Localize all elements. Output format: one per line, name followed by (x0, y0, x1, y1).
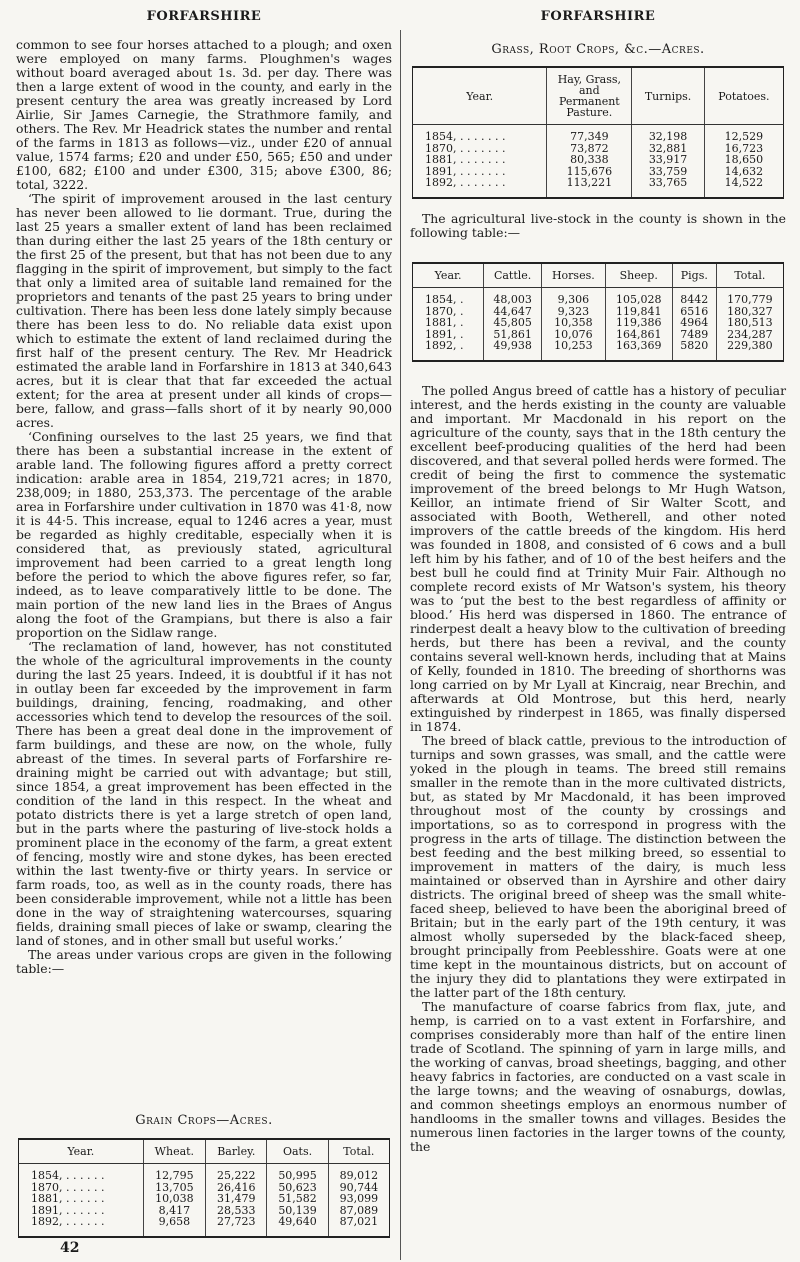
livestock-section (412, 262, 784, 362)
table-cell: 4964 (672, 317, 716, 329)
paragraph: The polled Angus breed of cattle has a history of peculiar interest, and the herds existing in the county are valuable and important. Mr Macdonald in his report on the agriculture of the county, says that in the 18th century the excellent beef-producing qualities of the herd had been discovered, and that several polled herds were formed. The credit of being the first to commence the systematic improvement of the breed belongs to Mr Hugh Watson, Keillor, an intimate friend of Sir Walter Scott, and associated with Booth, Wetherell, and other noted improvers of the cattle breeds of the kingdom. His herd was founded in 1808, and consisted of 6 cows and a bull left him by his father, and of 10 of the best heifers and the best bull he could find at Trinity Muir Fair. Although no complete record exists of Mr Watson's system, his theory was to ‘put the best to the best regardless of affinity or blood.’ His herd was dispersed in 1860. The entrance of rinderpest dealt a heavy blow to the cultivation of breeding herds, but there has been a revival, and the county contains several well-known herds, including that at Mains of Kelly, founded in 1810. The breeding of shorthorns was long carried on by Mr Lyall at Kincraig, near Brechin, and afterwards at Old Montrose, but this herd, nearly extinguished by rinderpest in 1865, was finally dispersed in 1874. (410, 383, 786, 734)
paragraph: The areas under various crops are given in the following table:— (16, 947, 392, 976)
table-cell: 32,881 (632, 143, 704, 155)
paragraph: ‘The reclamation of land, however, has not constituted the whole of the agricultural improvements in the county during the last 25 years. Indeed, it is doubtful if it has not in outlay been far exceeded by the improvement in farm buildings, draining, fencing, roadmaking, and other accessories which tend to develop the resources of the soil. There has been a great deal done in the improvement of farm buildings, and these are now, on the whole, fully abreast of the times. In several parts of Forfarshire re-draining might be carried out with advantage; but still, since 1854, a great improvement has been effected in the condition of the land in this respect. In the wheat and potato districts there is yet a large stretch of open land, but in the parts where the pasturing of live-stock holds a prominent place in the economy of the farm, a great extent of fencing, mostly wire and stone dykes, has been erected within the last twenty-five or thirty years. In service or farm roads, too, as well as in the county roads, there has been considerable improvement, while not a little has been done in the way of straightening watercourses, squaring fields, draining small pieces of lake or swamp, clearing the land of stones, and in other small but useful works.’ (16, 639, 392, 948)
table-cell: 1870, . . . . . . . (425, 141, 506, 155)
left-column (16, 38, 392, 976)
table-cell: 170,779 (716, 288, 783, 306)
table-cell: 16,723 (704, 143, 783, 155)
table-cell: 1891, . . . . . . . (425, 164, 506, 178)
table-cell: 164,861 (605, 329, 672, 341)
table-cell: 1891, . . . . . . (31, 1203, 105, 1217)
table-cell: 77,349 (547, 125, 632, 143)
left-running-header: FORFARSHIRE (146, 9, 262, 24)
table-cell: 31,479 (206, 1193, 267, 1205)
table-cell: 8442 (672, 288, 716, 306)
table-row (413, 177, 784, 198)
table-cell: 1870, . . . . . . (31, 1180, 105, 1194)
column-header: Total. (328, 1139, 389, 1164)
table-cell: 12,529 (704, 125, 783, 143)
table-cell: 45,805 (484, 317, 542, 329)
table-row (413, 340, 784, 361)
table-cell: 48,003 (484, 288, 542, 306)
table-cell: 7489 (672, 329, 716, 341)
table-cell: 18,650 (704, 154, 783, 166)
table-cell: 49,640 (267, 1216, 328, 1237)
table-cell: 8,417 (143, 1205, 206, 1217)
paragraph: The breed of black cattle, previous to the introduction of turnips and sown grasses, was small, and the cattle were yoked in the plough in teams. The breed still remains smaller in the remote than in the more cultivated districts, but, as stated by Mr Macdonald, it has been improved throughout most of the county by crossings and importations, so as to correspond in progress with the progress in the arts of tillage. The distinction between the best feeding and the best milking breed, so essential to improvement in matters of the dairy, is much less maintained or observed than in Ayrshire and other dairy districts. The original breed of sheep was the small white-faced sheep, believed to have been the aboriginal breed of Britain; but in the early part of the 19th century, it was almost wholly superseded by the black-faced sheep, brought principally from Peeblesshire. Goats were at one time kept in the mountainous districts, but on account of the injury they did to plantations they were extirpated in the latter part of the 18th century. (410, 733, 786, 1000)
table-row (413, 317, 784, 329)
table-cell: 119,386 (605, 317, 672, 329)
grain-crops-table (18, 1138, 390, 1238)
livestock-intro (410, 212, 786, 240)
column-header: Barley. (206, 1139, 267, 1164)
table-cell: 25,222 (206, 1164, 267, 1182)
table-cell: 105,028 (605, 288, 672, 306)
table-row (413, 154, 784, 166)
column-header: Cattle. (484, 263, 542, 288)
table-cell: 49,938 (484, 340, 542, 361)
column-header: Wheat. (143, 1139, 206, 1164)
table-cell: 163,369 (605, 340, 672, 361)
table-row (413, 288, 784, 306)
table-cell: 32,198 (632, 125, 704, 143)
column-header: Sheep. (605, 263, 672, 288)
table-cell: 33,917 (632, 154, 704, 166)
table-cell: 1854, . . . . . . (31, 1169, 105, 1182)
table-cell: 10,038 (143, 1193, 206, 1205)
paragraph: The manufacture of coarse fabrics from flax, jute, and hemp, is carried on to a vast extent in Forfarshire, and comprises considerably more than half of the entire linen trade of Scotland. The spinning of yarn in large mills, and the working of canvas, broad sheetings, bagging, and other heavy fabrics in factories, are conducted on a vast scale in the large towns; and the weaving of osnaburgs, dowlas, and common sheetings employs an enormous number of handlooms in the smaller towns and villages. Besides the numerous linen factories in the larger towns of the county, the (410, 999, 786, 1154)
column-header: Year. (19, 1139, 144, 1164)
table-cell: 80,338 (547, 154, 632, 166)
table-cell: 119,841 (605, 306, 672, 318)
right-column (410, 384, 786, 1154)
table-cell: 1892, . . . . . . . (425, 176, 506, 189)
table-cell: 50,623 (267, 1182, 328, 1194)
table-cell: 50,139 (267, 1205, 328, 1217)
table-cell: 10,253 (542, 340, 606, 361)
table-cell: 9,658 (143, 1216, 206, 1237)
table-row (413, 125, 784, 143)
grain-crops-section (18, 1113, 390, 1238)
page-number: 42 (60, 1240, 80, 1256)
table-cell: 89,012 (328, 1164, 389, 1182)
table-cell: 234,287 (716, 329, 783, 341)
grain-table-title: Grain Crops—Acres. (135, 1113, 273, 1128)
table-cell: 180,513 (716, 317, 783, 329)
column-header: Year. (413, 67, 547, 125)
table-cell: 10,076 (542, 329, 606, 341)
table-cell: 1892, . . . . . . (31, 1215, 105, 1228)
grass-section (412, 42, 784, 199)
table-cell: 1854, . (425, 293, 464, 306)
table-cell: 9,306 (542, 288, 606, 306)
table-cell: 13,705 (143, 1182, 206, 1194)
table-row (19, 1164, 390, 1182)
table-cell: 73,872 (547, 143, 632, 155)
grass-table-title: Grass, Root Crops, &c.—Acres. (491, 42, 705, 57)
paragraph: The agricultural live-stock in the county is shown in the following table:— (410, 211, 786, 240)
table-cell: 1891, . (425, 327, 464, 341)
column-header: Potatoes. (704, 67, 783, 125)
column-header: Hay, Grass, and Permanent Pasture. (547, 67, 632, 125)
table-cell: 33,765 (632, 177, 704, 198)
table-cell: 229,380 (716, 340, 783, 361)
table-row (19, 1193, 390, 1205)
table-cell: 1892, . (425, 339, 464, 352)
table-cell: 115,676 (547, 166, 632, 178)
paragraph: ‘Confining ourselves to the last 25 years, we find that there has been a substantial increase in the extent of arable land. The following figures afford a pretty correct indication: arable area in 1854, 219,721 acres; in 1870, 238,009; in 1880, 253,373. The percentage of the arable area in Forfarshire under cultivation in 1870 was 41·8, now it is 44·5. This increase, equal to 1246 acres a year, must be regarded as highly creditable, especially when it is considered that, as previously stated, agricultural improvement had been carried to a great length long before the period to which the above figures refer, so far, indeed, as to leave comparatively little to be done. The main portion of the new land lies in the Braes of Angus along the foot of the Grampians, but there is also a fair proportion on the Sidlaw range. (16, 429, 392, 640)
table-cell: 9,323 (542, 306, 606, 318)
table-cell: 113,221 (547, 177, 632, 198)
table-cell: 14,522 (704, 177, 783, 198)
table-cell: 27,723 (206, 1216, 267, 1237)
paragraph: common to see four horses attached to a plough; and oxen were employed on many farms. Ploughmen's wages without board averaged about 1s. 3d. per day. There was then a large extent of wood in the county, and early in the present century the area was greatly increased by Lord Airlie, Sir James Carnegie, the Strathmore family, and others. The Rev. Mr Headrick states the number and rental of the farms in 1813 as follows—viz., under £20 of annual value, 1574 farms; £20 and under £50, 565; £50 and under £100, 682; £100 and under £300, 315; above £300, 86; total, 3222. (16, 37, 392, 192)
table-cell: 1881, . . . . . . (31, 1192, 105, 1205)
column-header: Total. (716, 263, 783, 288)
table-cell: 87,089 (328, 1205, 389, 1217)
table-cell: 180,327 (716, 306, 783, 318)
table-cell: 26,416 (206, 1182, 267, 1194)
table-cell: 51,861 (484, 329, 542, 341)
table-cell: 6516 (672, 306, 716, 318)
grass-root-crops-table (412, 66, 784, 199)
column-divider (400, 30, 401, 1260)
table-cell: 93,099 (328, 1193, 389, 1205)
table-cell: 1870, . (425, 304, 464, 318)
paragraph: ‘The spirit of improvement aroused in the last century has never been allowed to lie dormant. True, during the last 25 years a smaller extent of land has been reclaimed than during either the last 25 years of the 18th century or the first 25 of the present, but that has not been due to any flagging in the spirit of improvement, but simply to the fact that only a limited area of suitable land remained for the proprietors and tenants of the past 25 years to bring under cultivation. There has been less done lately simply because there has been less to do. No reliable data exist upon which to estimate the extent of land reclaimed during the first half of the present century. The Rev. Mr Headrick estimated the arable land in Forfarshire in 1813 at 340,643 acres, but it is clear that that far exceeded the actual extent; for the area at present under all kinds of crops—bere, fallow, and grass—falls short of it by nearly 90,000 acres. (16, 191, 392, 430)
table-cell: 12,795 (143, 1164, 206, 1182)
table-row (19, 1216, 390, 1237)
column-header: Turnips. (632, 67, 704, 125)
table-cell: 1881, . (425, 316, 464, 329)
table-cell: 14,632 (704, 166, 783, 178)
column-header: Oats. (267, 1139, 328, 1164)
table-cell: 5820 (672, 340, 716, 361)
right-running-header: FORFARSHIRE (540, 9, 656, 24)
table-cell: 87,021 (328, 1216, 389, 1237)
column-header: Pigs. (672, 263, 716, 288)
column-header: Year. (413, 263, 484, 288)
table-cell: 28,533 (206, 1205, 267, 1217)
table-cell: 1881, . . . . . . . (425, 153, 506, 166)
table-cell: 51,582 (267, 1193, 328, 1205)
table-cell: 1854, . . . . . . . (425, 130, 506, 143)
table-cell: 33,759 (632, 166, 704, 178)
table-cell: 44,647 (484, 306, 542, 318)
livestock-table (412, 262, 784, 362)
table-cell: 50,995 (267, 1164, 328, 1182)
table-cell: 10,358 (542, 317, 606, 329)
table-cell: 90,744 (328, 1182, 389, 1194)
column-header: Horses. (542, 263, 606, 288)
